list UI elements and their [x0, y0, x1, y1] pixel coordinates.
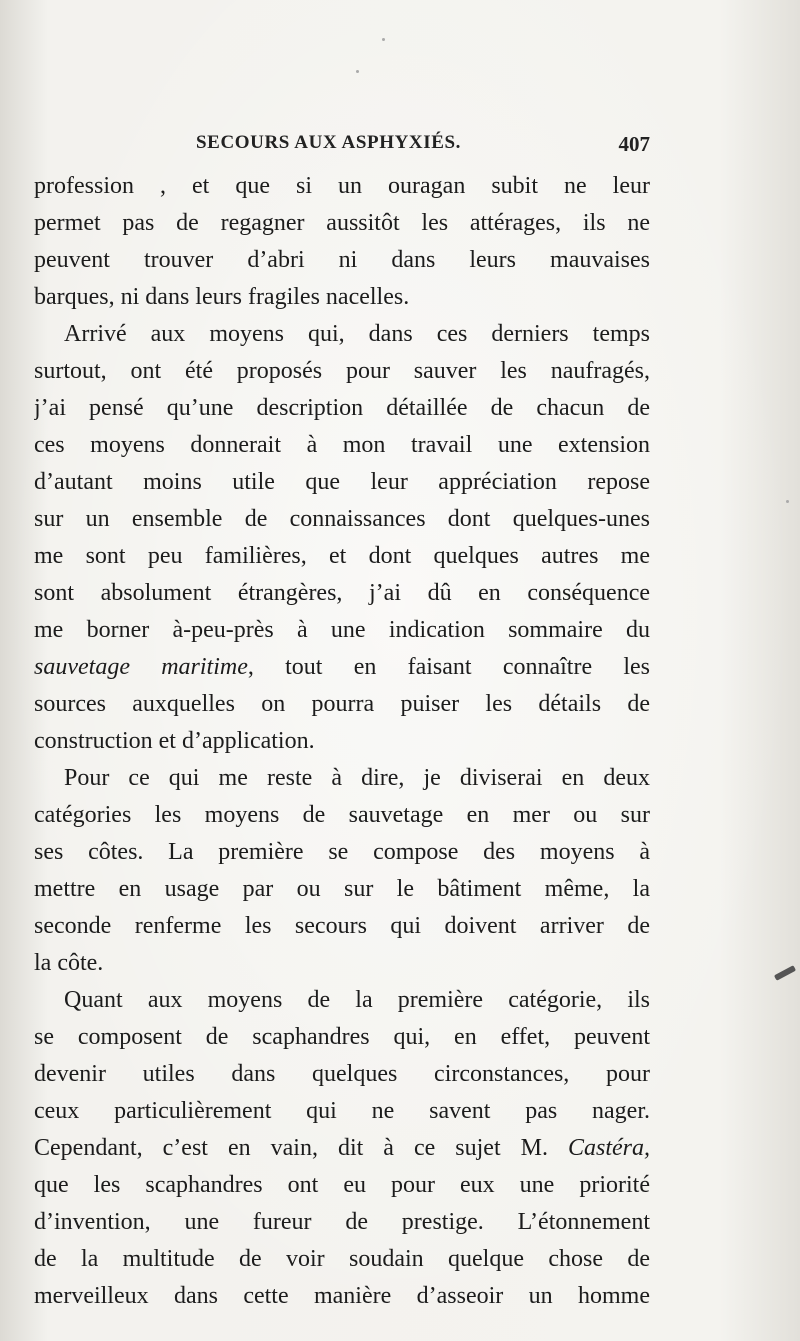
text-line [34, 168, 650, 205]
text-line [34, 723, 650, 760]
text-line [34, 390, 650, 427]
text-line [34, 982, 650, 1019]
line-text: Arrivé aux moyens qui, dans ces derniers temps [64, 321, 650, 347]
line-text: peuvent trouver d’abri ni dans leurs mauvaises [34, 247, 650, 273]
line-text: Cependant, c’est en vain, dit à ce sujet M. [34, 1135, 548, 1161]
running-title: SECOURS AUX ASPHYXIÉS. [196, 132, 462, 153]
line-text: mettre en usage par ou sur le bâtiment même, la [34, 876, 650, 902]
text-line [34, 279, 650, 316]
paper-speck [382, 38, 385, 41]
page-number: 407 [618, 132, 650, 156]
text-line [34, 1093, 650, 1130]
italic-phrase: sauvetage maritime [34, 654, 248, 680]
line-text: profession , et que si un ouragan subit ne leur [34, 173, 650, 199]
text-line [34, 797, 650, 834]
line-text: catégories les moyens de sauvetage en mer ou sur [34, 802, 650, 828]
page-header [196, 132, 650, 162]
line-text: de la multitude de voir soudain quelque chose de [34, 1246, 650, 1272]
text-line [34, 501, 650, 538]
text-line [34, 649, 650, 686]
line-text: construction et d’application. [34, 728, 315, 754]
line-text: sur un ensemble de connaissances dont quelques-unes [34, 506, 650, 532]
text-line [34, 612, 650, 649]
text-line [34, 242, 650, 279]
line-text: d’invention, une fureur de prestige. L’étonnement [34, 1209, 650, 1235]
line-text: d’autant moins utile que leur appréciation repose [34, 469, 650, 495]
line-text: ceux particulièrement qui ne savent pas nager. [34, 1098, 650, 1124]
text-line [34, 1130, 650, 1167]
text-line [34, 871, 650, 908]
text-line [34, 908, 650, 945]
line-text: me sont peu familières, et dont quelques autres me [34, 543, 650, 569]
line-text: merveilleux dans cette manière d’asseoir un homme [34, 1283, 650, 1309]
text-line [34, 353, 650, 390]
text-line [34, 1056, 650, 1093]
text-line [34, 1241, 650, 1278]
line-text: me borner à-peu-près à une indication sommaire du [34, 617, 650, 643]
text-line [34, 464, 650, 501]
text-line [34, 1167, 650, 1204]
line-text: seconde renferme les secours qui doivent arriver de [34, 913, 650, 939]
line-text: devenir utiles dans quelques circonstances, pour [34, 1061, 650, 1087]
text-line [34, 1278, 650, 1315]
text-line [34, 945, 650, 982]
text-line [34, 686, 650, 723]
text-line [34, 205, 650, 242]
margin-mark [774, 965, 796, 981]
text-line [34, 760, 650, 797]
text-line [34, 1204, 650, 1241]
line-text: se composent de scaphandres qui, en effet, peuvent [34, 1024, 650, 1050]
line-text: surtout, ont été proposés pour sauver les naufragés, [34, 358, 650, 384]
text-line [34, 575, 650, 612]
line-text: , tout en faisant connaître les [247, 654, 650, 680]
paper-speck [786, 500, 789, 503]
text-line [34, 1019, 650, 1056]
line-text: barques, ni dans leurs fragiles nacelles. [34, 284, 410, 310]
paper-speck [356, 70, 359, 73]
text-line [34, 834, 650, 871]
line-text: la côte. [34, 950, 104, 976]
line-text: j’ai pensé qu’une description détaillée de chacun de [34, 395, 650, 421]
text-line [34, 538, 650, 575]
line-text: que les scaphandres ont eu pour eux une priorité [34, 1172, 650, 1198]
line-text: Quant aux moyens de la première catégorie, ils [64, 987, 650, 1013]
text-line [34, 316, 650, 353]
line-text: sont absolument étrangères, j’ai dû en conséquence [34, 580, 650, 606]
body-text [34, 168, 650, 1315]
line-text: ces moyens donnerait à mon travail une extension [34, 432, 650, 458]
text-line [34, 427, 650, 464]
line-text: permet pas de regagner aussitôt les attérages, ils ne [34, 210, 650, 236]
line-text: ses côtes. La première se compose des moyens à [34, 839, 650, 865]
italic-name: Castéra, [567, 1135, 650, 1161]
line-text: sources auxquelles on pourra puiser les détails de [34, 691, 650, 717]
line-text: Pour ce qui me reste à dire, je diviserai en deux [64, 765, 650, 791]
